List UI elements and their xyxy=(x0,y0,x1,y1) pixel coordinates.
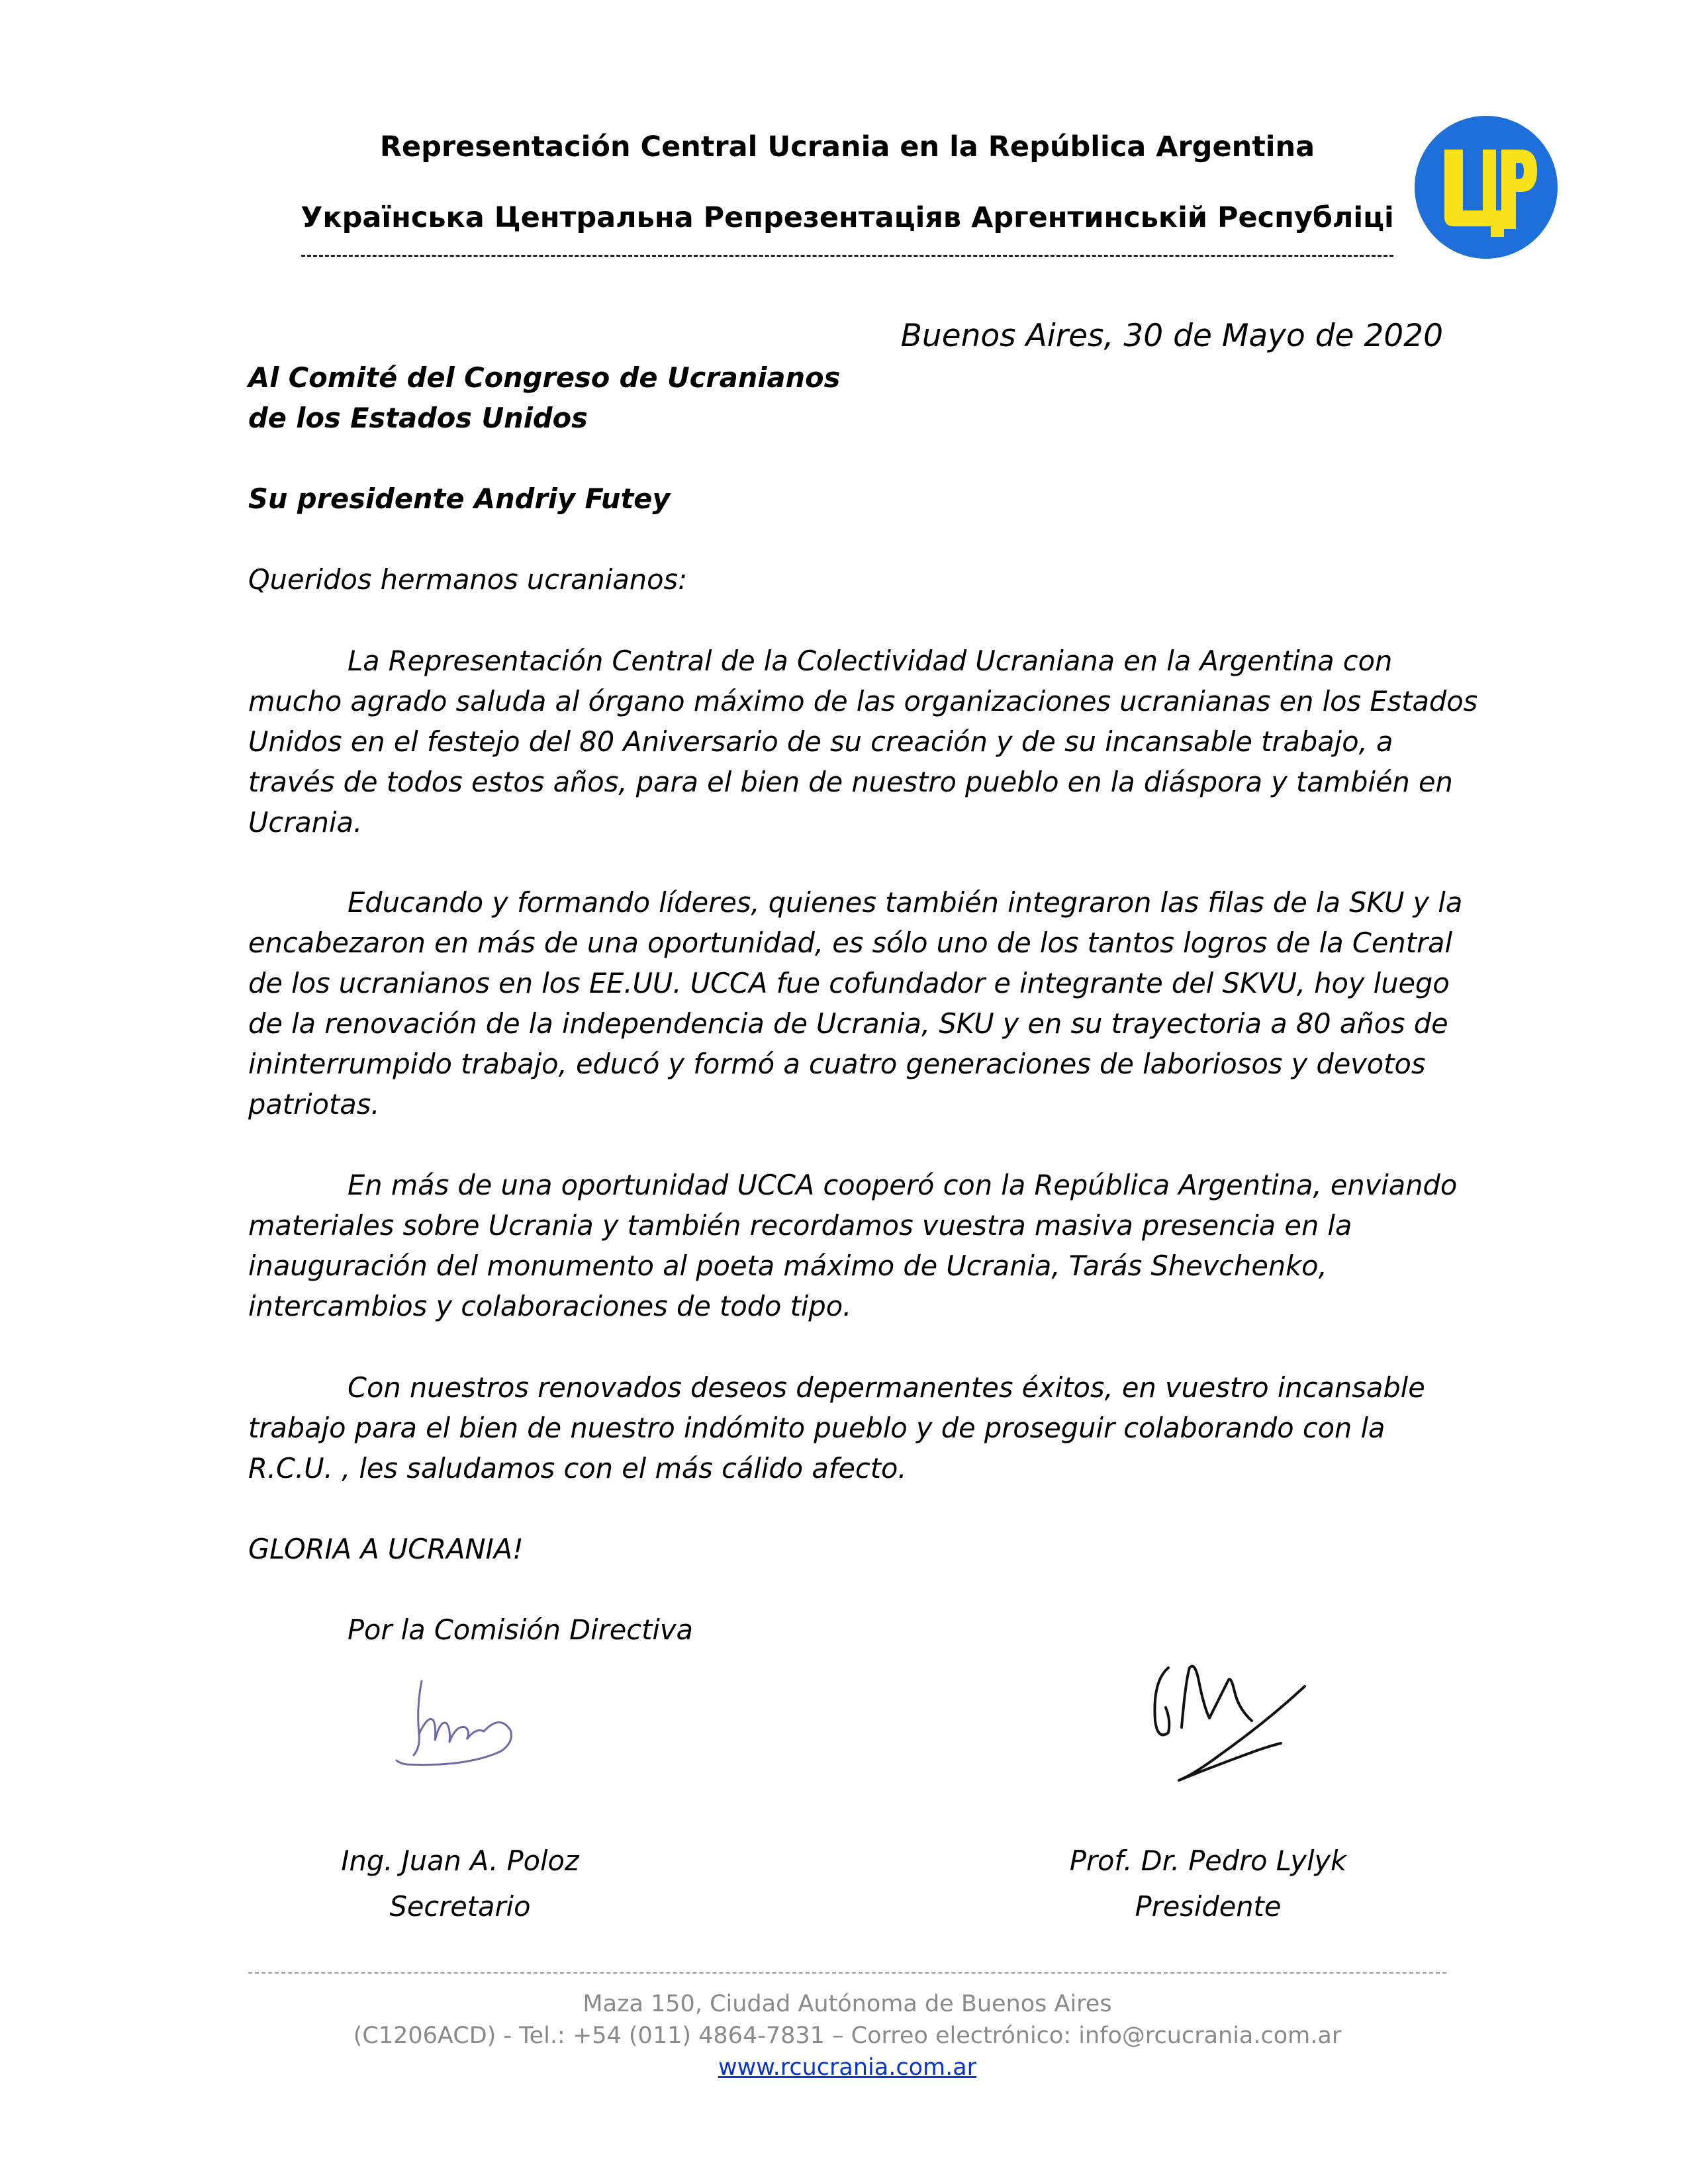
paragraph-line: ininterrumpido trabajo, educó y formó a cuatro generaciones de laboriosos y devotos xyxy=(248,1048,1426,1080)
paragraph-line: Unidos en el festejo del 80 Aniversario de su creación y de su incansable trabajo, a xyxy=(248,725,1393,758)
footer-divider xyxy=(248,1972,1446,1974)
paragraph-3 xyxy=(248,1165,1458,1326)
letter-date: Buenos Aires, 30 de Mayo de 2020 xyxy=(900,318,1443,354)
footer-contact: (C1206ACD) - Tel.: +54 (011) 4864-7831 – Correo electrónico: info@rcucrania.com.ar xyxy=(353,2023,1342,2049)
paragraph-line: trabajo para el bien de nuestro indómito pueblo y de proseguir colaborando con la xyxy=(248,1412,1385,1444)
organization-logo-icon xyxy=(1410,111,1562,263)
on-behalf-line: Por la Comisión Directiva xyxy=(348,1614,693,1646)
paragraph-1 xyxy=(248,641,1478,842)
paragraph-line: mucho agrado saluda al órgano máximo de las organizaciones ucranianas en los Estados xyxy=(248,685,1478,717)
recipient-line-1: Al Comité del Congreso de Ucranianos xyxy=(248,361,841,394)
paragraph-line: La Representación Central de la Colectividad Ucraniana en la Argentina con xyxy=(348,645,1393,677)
paragraph-line: de la renovación de la independencia de Ucrania, SKU y en su trayectoria a 80 años de xyxy=(248,1007,1448,1040)
paragraph-4 xyxy=(248,1367,1453,1488)
closing-exclamation: GLORIA A UCRANIA! xyxy=(248,1533,524,1565)
header-title-es: Representación Central Ucrania en la República Argentina xyxy=(379,130,1315,163)
paragraph-line: R.C.U. , les saludamos con el más cálido afecto. xyxy=(248,1452,907,1484)
paragraph-line: intercambios y colaboraciones de todo tipo. xyxy=(248,1290,852,1322)
paragraph-line: patriotas. xyxy=(248,1088,380,1120)
paragraph-line: Ucrania. xyxy=(248,806,363,839)
header-title-uk: Українська Центральна Репрезентаціяв Аргентинській Республіці xyxy=(301,201,1394,234)
paragraph-line: encabezaron en más de una oportunidad, es sólo uno de los tantos logros de la Central xyxy=(248,927,1452,959)
signature-left-icon xyxy=(387,1668,533,1780)
paragraph-line: Con nuestros renovados deseos depermanentes éxitos, en vuestro incansable xyxy=(348,1371,1425,1404)
paragraph-line: través de todos estos años, para el bien de nuestro pueblo en la diáspora y también en xyxy=(248,766,1453,798)
signatory-left-name: Ing. Juan A. Poloz xyxy=(341,1844,579,1877)
addressee: Su presidente Andriy Futey xyxy=(248,482,671,515)
paragraph-line: Educando y formando líderes, quienes también integraron las filas de la SKU y la xyxy=(348,886,1463,919)
signatory-left-role: Secretario xyxy=(389,1890,531,1923)
paragraph-line: inauguración del monumento al poeta máximo de Ucrania, Tarás Shevchenko, xyxy=(248,1250,1327,1282)
salutation: Queridos hermanos ucranianos: xyxy=(248,563,688,596)
paragraph-line: materiales sobre Ucrania y también recordamos vuestra masiva presencia en la xyxy=(248,1209,1352,1242)
paragraph-line: de los ucranianos en los EE.UU. UCCA fue cofundador e integrante del SKVU, hoy luego xyxy=(248,967,1450,999)
signature-right-icon xyxy=(1149,1655,1307,1794)
header-divider xyxy=(301,255,1393,257)
paragraph-2 xyxy=(248,882,1463,1124)
footer-address: Maza 150, Ciudad Autónoma de Buenos Aires xyxy=(583,1991,1112,2017)
signatory-right-role: Presidente xyxy=(1135,1890,1282,1923)
website-link[interactable]: www.rcucrania.com.ar xyxy=(718,2054,977,2081)
paragraph-line: En más de una oportunidad UCCA cooperó con la República Argentina, enviando xyxy=(348,1169,1458,1201)
signatory-right-name: Prof. Dr. Pedro Lylyk xyxy=(1069,1844,1347,1877)
recipient-line-2: de los Estados Unidos xyxy=(248,402,588,434)
